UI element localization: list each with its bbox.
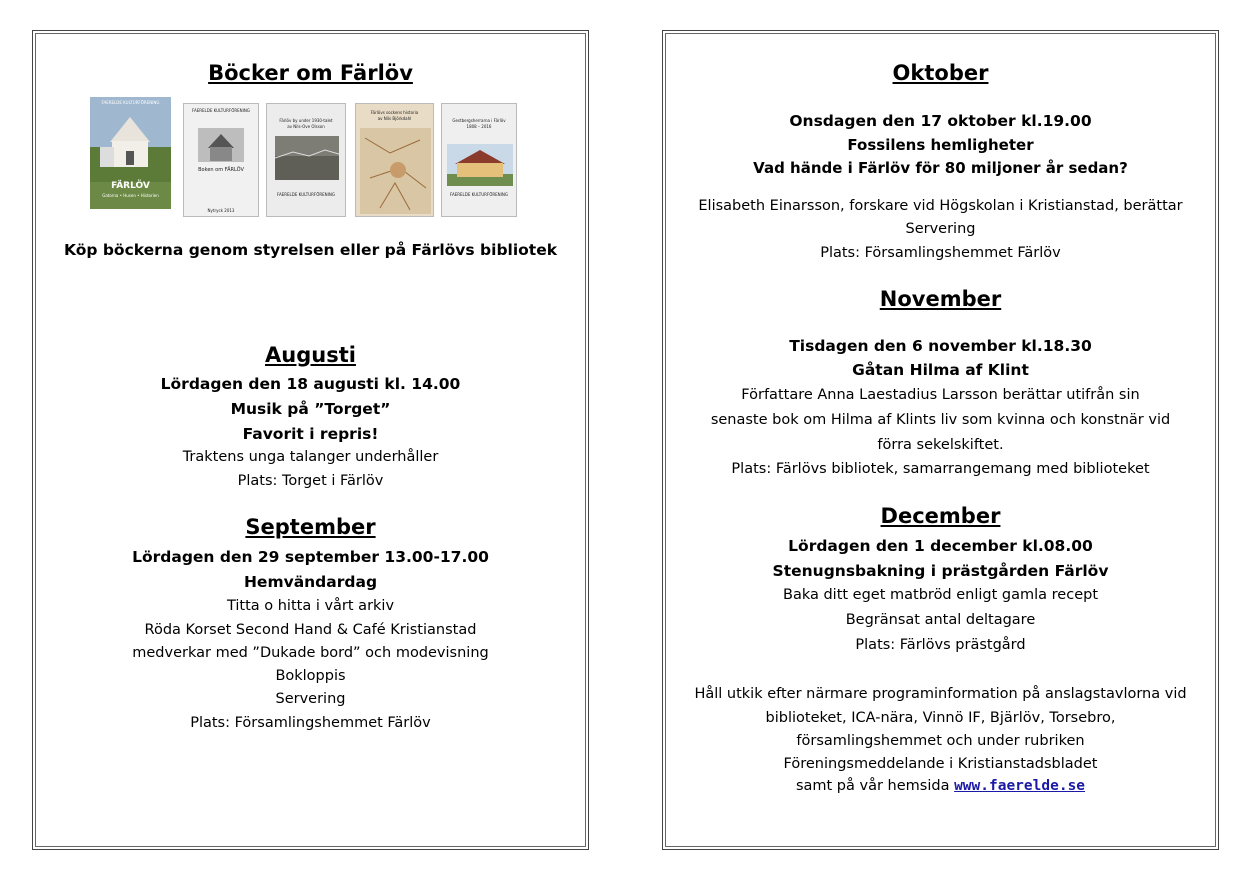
map-icon: [360, 128, 431, 214]
october-title: Fossilens hemligheter: [847, 136, 1034, 154]
december-title: Stenugnsbakning i prästgården Färlöv: [772, 562, 1109, 580]
october-line: Elisabeth Einarsson, forskare vid Högskolan i Kristianstad, berättar: [698, 198, 1183, 214]
august-place: Plats: Torget i Färlöv: [237, 473, 384, 489]
book-title: Färlövs sockens historia: [370, 110, 419, 115]
book-cover-boken-om-farlov[interactable]: [183, 103, 259, 217]
september-line: medverkar med ”Dukade bord” och modevisning: [132, 645, 489, 661]
book-title: Färlöv by under 1930-talet: [279, 118, 333, 123]
right-page: [662, 30, 1219, 850]
church-photo-icon: [198, 128, 244, 162]
december-line: Baka ditt eget matbröd enligt gamla recept: [783, 587, 1098, 603]
december-date: Lördagen den 1 december kl.08.00: [788, 537, 1093, 555]
november-title: Gåtan Hilma af Klint: [852, 361, 1029, 379]
december-line: Begränsat antal deltagare: [845, 612, 1036, 628]
book-org: FAERELDE KULTURFÖRENING: [101, 100, 160, 105]
book-org: FAERELDE KULTURFÖRENING: [277, 192, 335, 197]
footer-website-line: [663, 778, 1218, 794]
left-page: [32, 30, 589, 850]
august-heading: Augusti: [265, 343, 356, 367]
october-date: Onsdagen den 17 oktober kl.19.00: [789, 112, 1092, 130]
book-org: FAERELDE KULTURFÖRENING: [192, 108, 250, 113]
september-date: Lördagen den 29 september 13.00-17.00: [132, 548, 489, 566]
book-title: Boken om FÄRLÖV: [198, 167, 244, 173]
august-date: Lördagen den 18 augusti kl. 14.00: [160, 375, 461, 393]
september-line: Bokloppis: [275, 668, 346, 684]
august-subtitle: Favorit i repris!: [242, 425, 379, 443]
december-heading: December: [880, 504, 1001, 528]
book-cover-farlov[interactable]: [90, 97, 171, 209]
november-line: Författare Anna Laestadius Larsson berättar utifrån sin: [741, 387, 1140, 403]
footer-line: församlingshemmet och under rubriken: [796, 733, 1085, 749]
book-author: av Nils Björkdahl: [377, 116, 412, 121]
book-cover-gestbergsherrarna[interactable]: [441, 103, 517, 217]
september-place: Plats: Församlingshemmet Färlöv: [190, 715, 431, 731]
august-title: Musik på ”Torget”: [230, 400, 391, 418]
october-line: Servering: [905, 221, 976, 237]
house-photo-icon: [447, 144, 513, 186]
book-cover-farlov-1930[interactable]: [266, 103, 346, 217]
buy-books-text: Köp böckerna genom styrelsen eller på Färlövs bibliotek: [63, 241, 558, 259]
august-description: Traktens unga talanger underhåller: [182, 449, 439, 465]
book-author: av Nils-Ove Olsson: [287, 124, 325, 129]
september-line: Servering: [275, 691, 346, 707]
november-line: senaste bok om Hilma af Klints liv som kvinna och konstnär vid: [710, 412, 1171, 428]
november-place: Plats: Färlövs bibliotek, samarrangemang med biblioteket: [731, 461, 1150, 477]
november-date: Tisdagen den 6 november kl.18.30: [789, 337, 1092, 355]
september-title: Hemvändardag: [243, 573, 378, 591]
book-years: 1808 – 2016: [466, 124, 492, 129]
book-title: FÄRLÖV: [111, 181, 150, 191]
book-title: Gestbergsherrarna i Färlöv: [452, 118, 506, 123]
october-place: Plats: Församlingshemmet Färlöv: [820, 245, 1061, 261]
website-link[interactable]: www.faerelde.se: [954, 778, 1086, 794]
september-line: Röda Korset Second Hand & Café Kristianstad: [144, 622, 477, 638]
september-heading: September: [245, 515, 376, 539]
website-prefix: samt på vår hemsida: [795, 778, 955, 794]
footer-line: Håll utkik efter närmare programinformation på anslagstavlorna vid: [694, 686, 1187, 702]
book-subtitle: Gatorna • Husen • Historien: [102, 193, 159, 198]
october-subtitle: Vad hände i Färlöv för 80 miljoner år sedan?: [753, 159, 1128, 177]
books-heading: Böcker om Färlöv: [208, 61, 413, 85]
november-line: förra sekelskiftet.: [877, 437, 1004, 453]
book-org: FAERELDE KULTURFÖRENING: [450, 192, 508, 197]
footer-line: biblioteket, ICA-nära, Vinnö IF, Bjärlöv, Torsebro,: [765, 710, 1116, 726]
book-year: Nytryck 2013: [207, 208, 235, 213]
october-heading: Oktober: [892, 61, 989, 85]
december-place: Plats: Färlövs prästgård: [855, 637, 1026, 653]
book-cover-sockens-historia[interactable]: [355, 103, 434, 217]
footer-line: Föreningsmeddelande i Kristianstadsbladet: [783, 756, 1098, 772]
september-line: Titta o hitta i vårt arkiv: [226, 598, 395, 614]
november-heading: November: [879, 287, 1002, 311]
landscape-photo-icon: [275, 136, 339, 180]
